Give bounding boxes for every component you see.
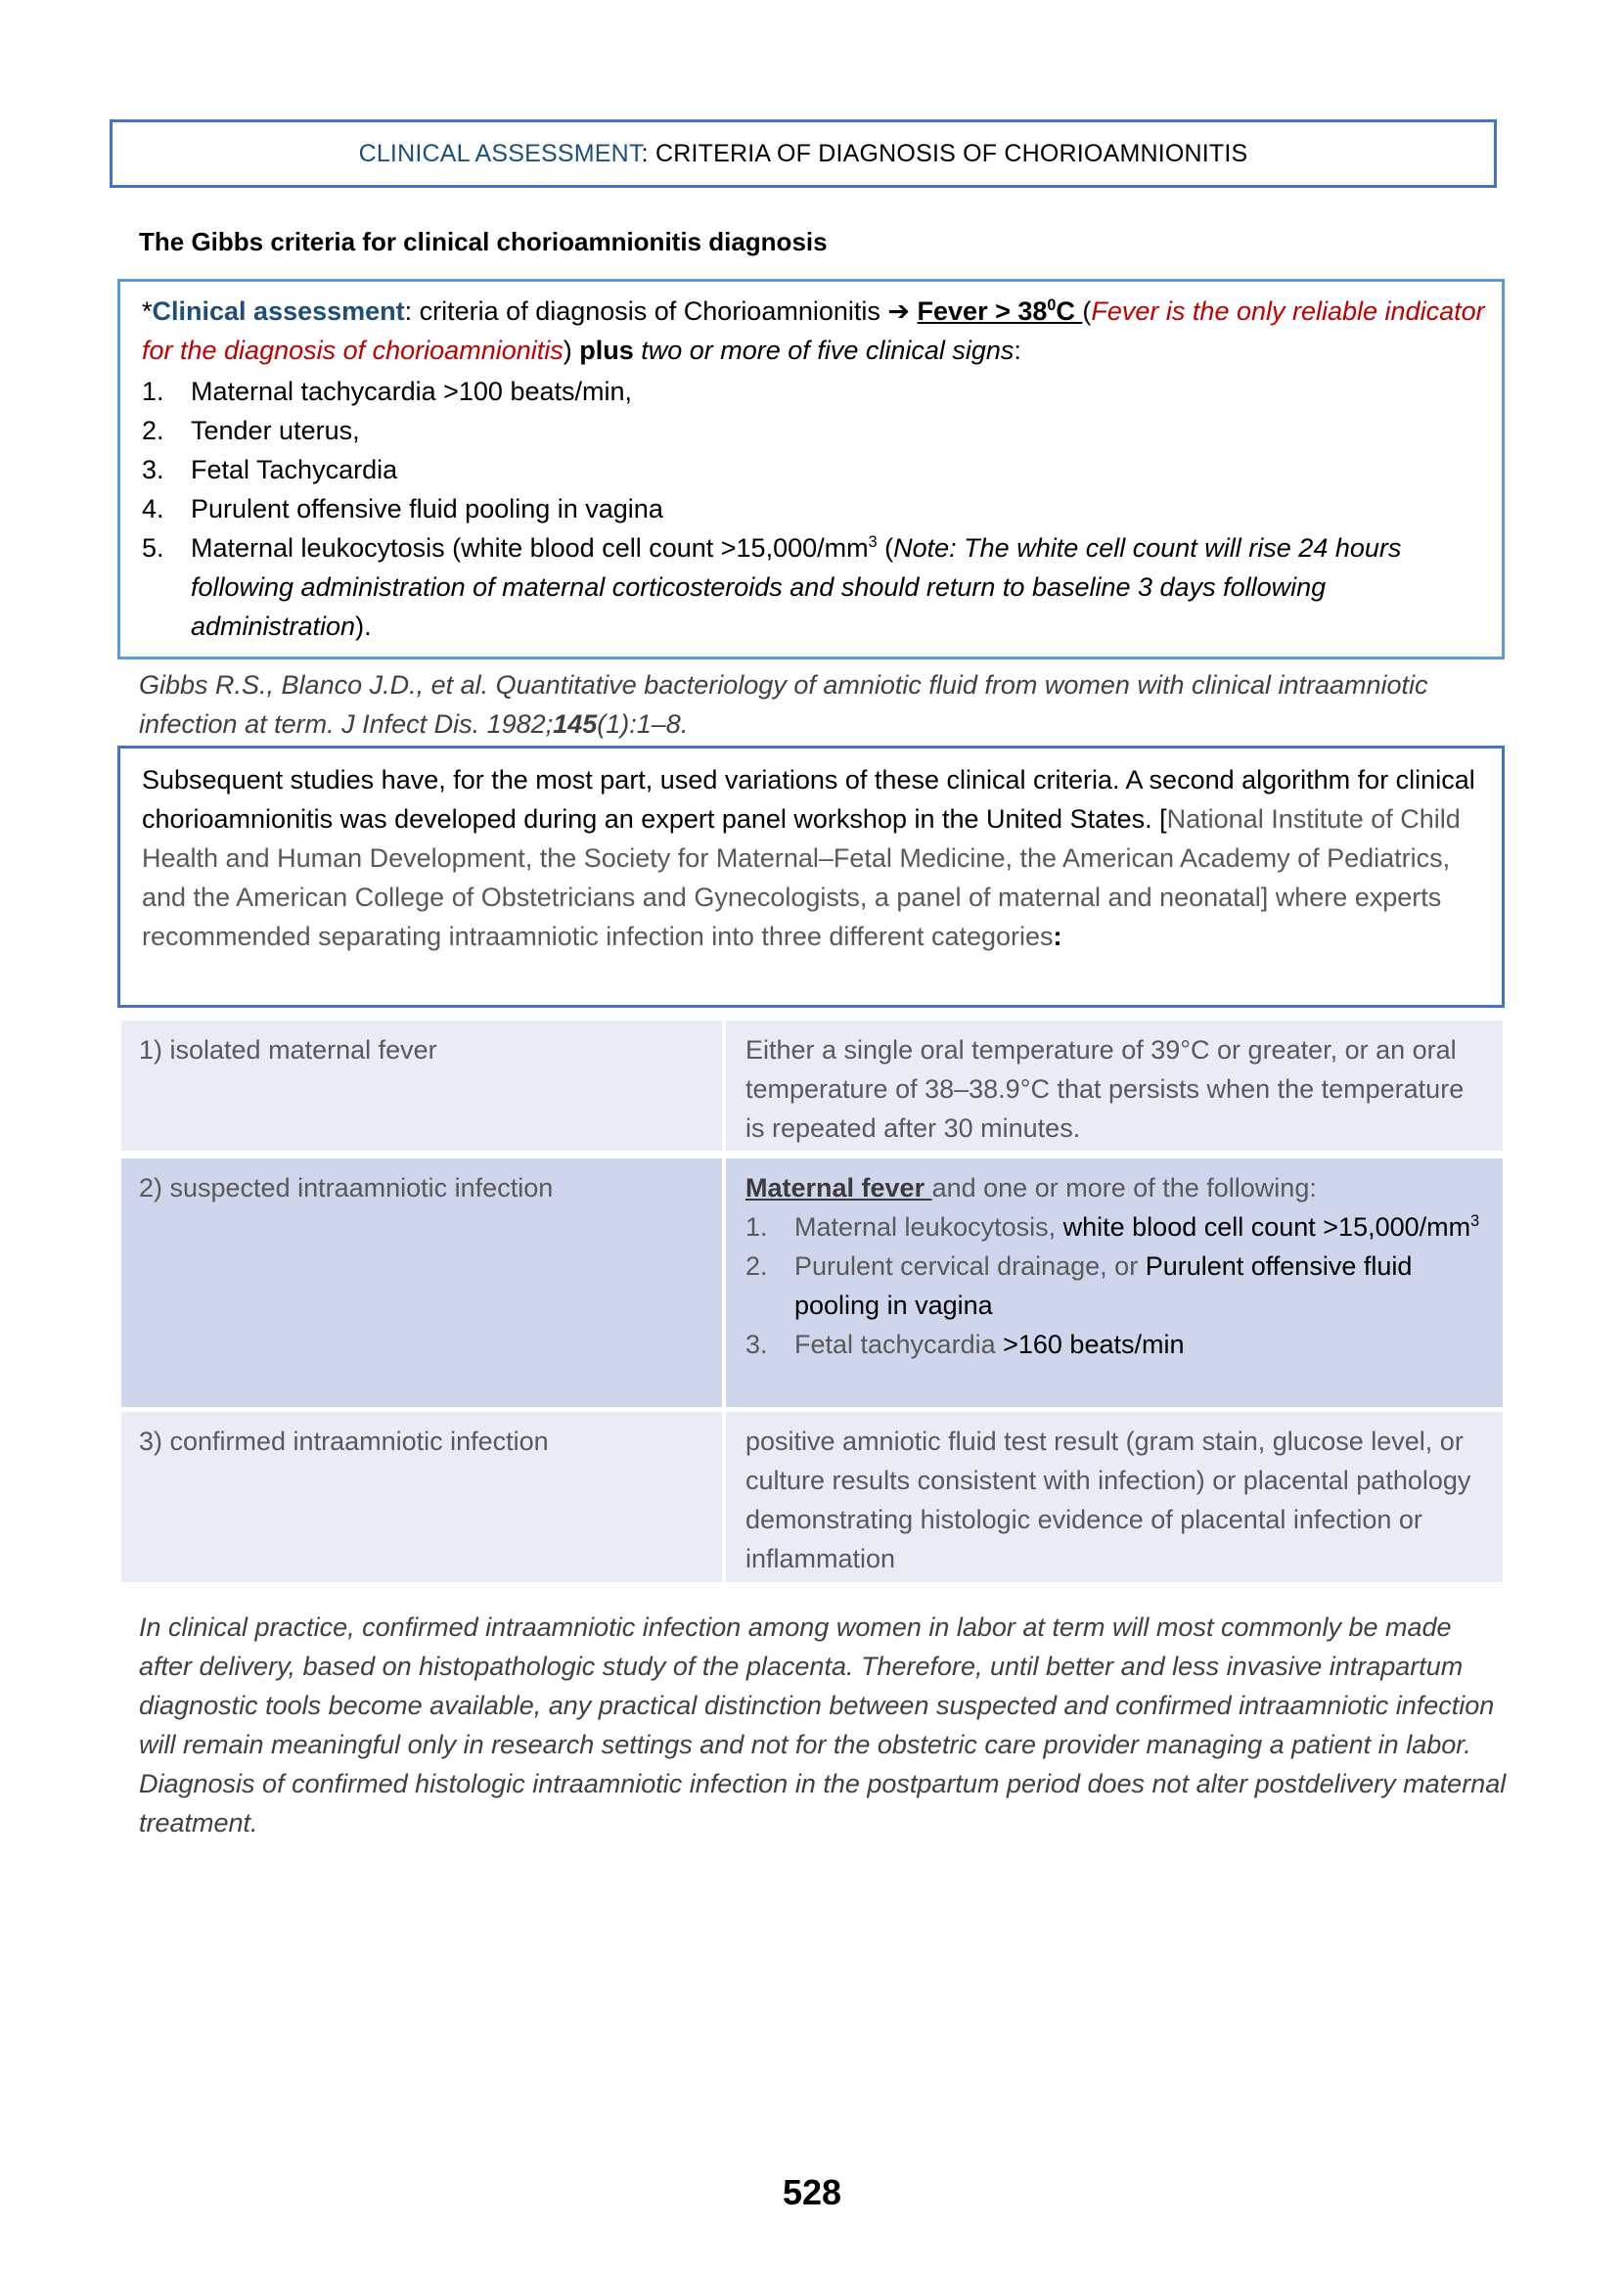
item-number: 1. — [745, 1212, 768, 1242]
subsequent-studies-text — [142, 760, 1490, 956]
degree-sup: 0 — [1047, 296, 1057, 314]
item-text: Fetal tachycardia — [794, 1330, 1004, 1359]
list-item — [745, 1325, 1483, 1364]
colon: : — [1053, 922, 1062, 951]
category-cell: 3) confirmed intraamniotic infection — [121, 1412, 722, 1582]
list-item — [142, 528, 1488, 646]
item-text: Fetal Tachycardia — [191, 455, 398, 484]
list-item — [142, 411, 1488, 450]
asterisk: * — [142, 296, 153, 326]
table-row — [121, 1021, 1503, 1151]
list-item — [745, 1207, 1483, 1247]
fever-threshold — [918, 296, 1083, 326]
criteria-cell: Either a single oral temperature of 39°C or greater, or an oral temperature of 38–38.9°C that persists when the temperature is repeated after 30 minutes. — [726, 1021, 1503, 1151]
suspected-criteria-list — [745, 1207, 1483, 1364]
item-text: Maternal leukocytosis, — [794, 1212, 1063, 1242]
note-text: The white cell count will rise 24 hours following administration of maternal corticosteroids and should return to baseline 3 days following administration — [191, 533, 1402, 641]
arrow-right-icon: ➔ — [887, 296, 911, 326]
cubed-sup: 3 — [1470, 1212, 1480, 1230]
cubed-sup: 3 — [868, 533, 878, 551]
colon: : — [1014, 336, 1021, 365]
item-number: 3. — [745, 1330, 768, 1359]
criteria-cell — [726, 1158, 1503, 1407]
item-text-emphasis: Purulent offensive fluid pooling in vagina — [794, 1251, 1413, 1320]
item-text: Purulent offensive fluid pooling in vagina — [191, 494, 663, 523]
signs-requirement: two or more of five clinical signs — [633, 336, 1015, 365]
criteria-heading — [745, 1168, 1483, 1207]
closing-notes — [139, 1608, 1509, 1842]
note-prefix: ( — [877, 533, 894, 563]
item-text: Maternal tachycardia >100 beats/min, — [191, 377, 632, 406]
page-number: 528 — [782, 2172, 842, 2212]
item-number: 5. — [142, 533, 164, 563]
category-cell: 1) isolated maternal fever — [121, 1021, 722, 1151]
list-item — [142, 489, 1488, 528]
item-number: 1. — [142, 377, 164, 406]
closing-paragraph: In clinical practice, confirmed intraamniotic infection among women in labor at term will most commonly be made after delivery, based on histopathologic study of the placenta. Therefore, until better and less invasive intrapartum diagnostic tools become available, any practical distinction between suspected and confirmed intraamniotic infection will remain meaningful only in research settings and not for the obstetric care provider managing a patient in labor. — [139, 1612, 1495, 1759]
list-item — [142, 372, 1488, 411]
gibbs-intro — [142, 292, 1488, 370]
fever-text: Fever > 38 — [917, 296, 1048, 326]
subsequent-text-panel: National Institute of Child Health and Human Development, the Society for Maternal–Fetal Medicine, the American Academy of Pediatrics, and the American College of Obstetricians and Gynecologists, a panel of maternal and neonatal] where experts recommended separating intraamniotic infection into three different categories — [142, 804, 1461, 951]
plus-word: plus — [579, 336, 634, 365]
closing-paragraph: Diagnosis of confirmed histologic intraamniotic infection in the postpartum period does not alter postdelivery maternal treatment. — [139, 1769, 1507, 1838]
section-title — [359, 140, 1248, 168]
section-title-accent: CLINICAL ASSESSMENT — [358, 139, 642, 167]
table-row — [121, 1412, 1503, 1582]
citation-volume: 145 — [553, 709, 598, 739]
intro-text: : criteria of diagnosis of Chorioamnionitis — [404, 296, 888, 326]
section-title-box — [110, 119, 1497, 188]
paren-open: ( — [1082, 296, 1092, 326]
item-text-emphasis: white blood cell count >15,000/mm — [1062, 1212, 1471, 1242]
item-number: 2. — [142, 416, 164, 445]
note-label: Note: — [893, 533, 957, 563]
maternal-fever-label: Maternal fever — [745, 1173, 932, 1203]
paren-close: ) — [563, 336, 580, 365]
criteria-cell: positive amniotic fluid test result (gram stain, glucose level, or culture results consistent with infection) or placental pathology demonstrating histologic evidence of placental infection or inflammation — [726, 1412, 1503, 1582]
table-row — [121, 1158, 1503, 1407]
subsequent-studies-box — [117, 746, 1505, 1008]
gibbs-subtitle: The Gibbs criteria for clinical chorioamnionitis diagnosis — [139, 227, 828, 256]
item-text-emphasis: >160 beats/min — [1003, 1330, 1185, 1359]
clinical-assessment-label: Clinical assessment — [152, 296, 405, 326]
clinical-signs-list — [142, 372, 1488, 646]
subsequent-text-main: Subsequent studies have, for the most part, used variations of these clinical criteria. A second algorithm for clinical chorioamnionitis was developed during an expert panel workshop in the United States. [ — [142, 765, 1475, 834]
item-text: Purulent cervical drainage, or — [794, 1251, 1146, 1281]
fever-reliability-note: Fever is the only reliable indicator for the diagnosis of chorioamnionitis — [142, 296, 1485, 365]
list-item — [745, 1247, 1483, 1325]
section-title-rest: : CRITERIA OF DIAGNOSIS OF CHORIOAMNIONITIS — [641, 139, 1248, 167]
citation-text: Gibbs R.S., Blanco J.D., et al. Quantitative bacteriology of amniotic fluid from women with clinical intraamniotic infection at term. J Infect Dis. 1982; — [139, 670, 1428, 739]
item-text: Tender uterus, — [191, 416, 360, 445]
citation-pages: (1):1–8. — [597, 709, 689, 739]
category-cell: 2) suspected intraamniotic infection — [121, 1158, 722, 1407]
fever-unit: C — [1056, 296, 1083, 326]
note-end: ). — [355, 612, 372, 641]
item-number: 4. — [142, 494, 164, 523]
gibbs-criteria-box — [117, 279, 1505, 659]
criteria-heading-text: and one or more of the following: — [931, 1173, 1317, 1203]
item-text: Maternal leukocytosis (white blood cell count >15,000/mm — [191, 533, 869, 563]
item-number: 2. — [745, 1251, 768, 1281]
item-number: 3. — [142, 455, 164, 484]
gibbs-citation — [139, 665, 1499, 744]
list-item — [142, 450, 1488, 489]
